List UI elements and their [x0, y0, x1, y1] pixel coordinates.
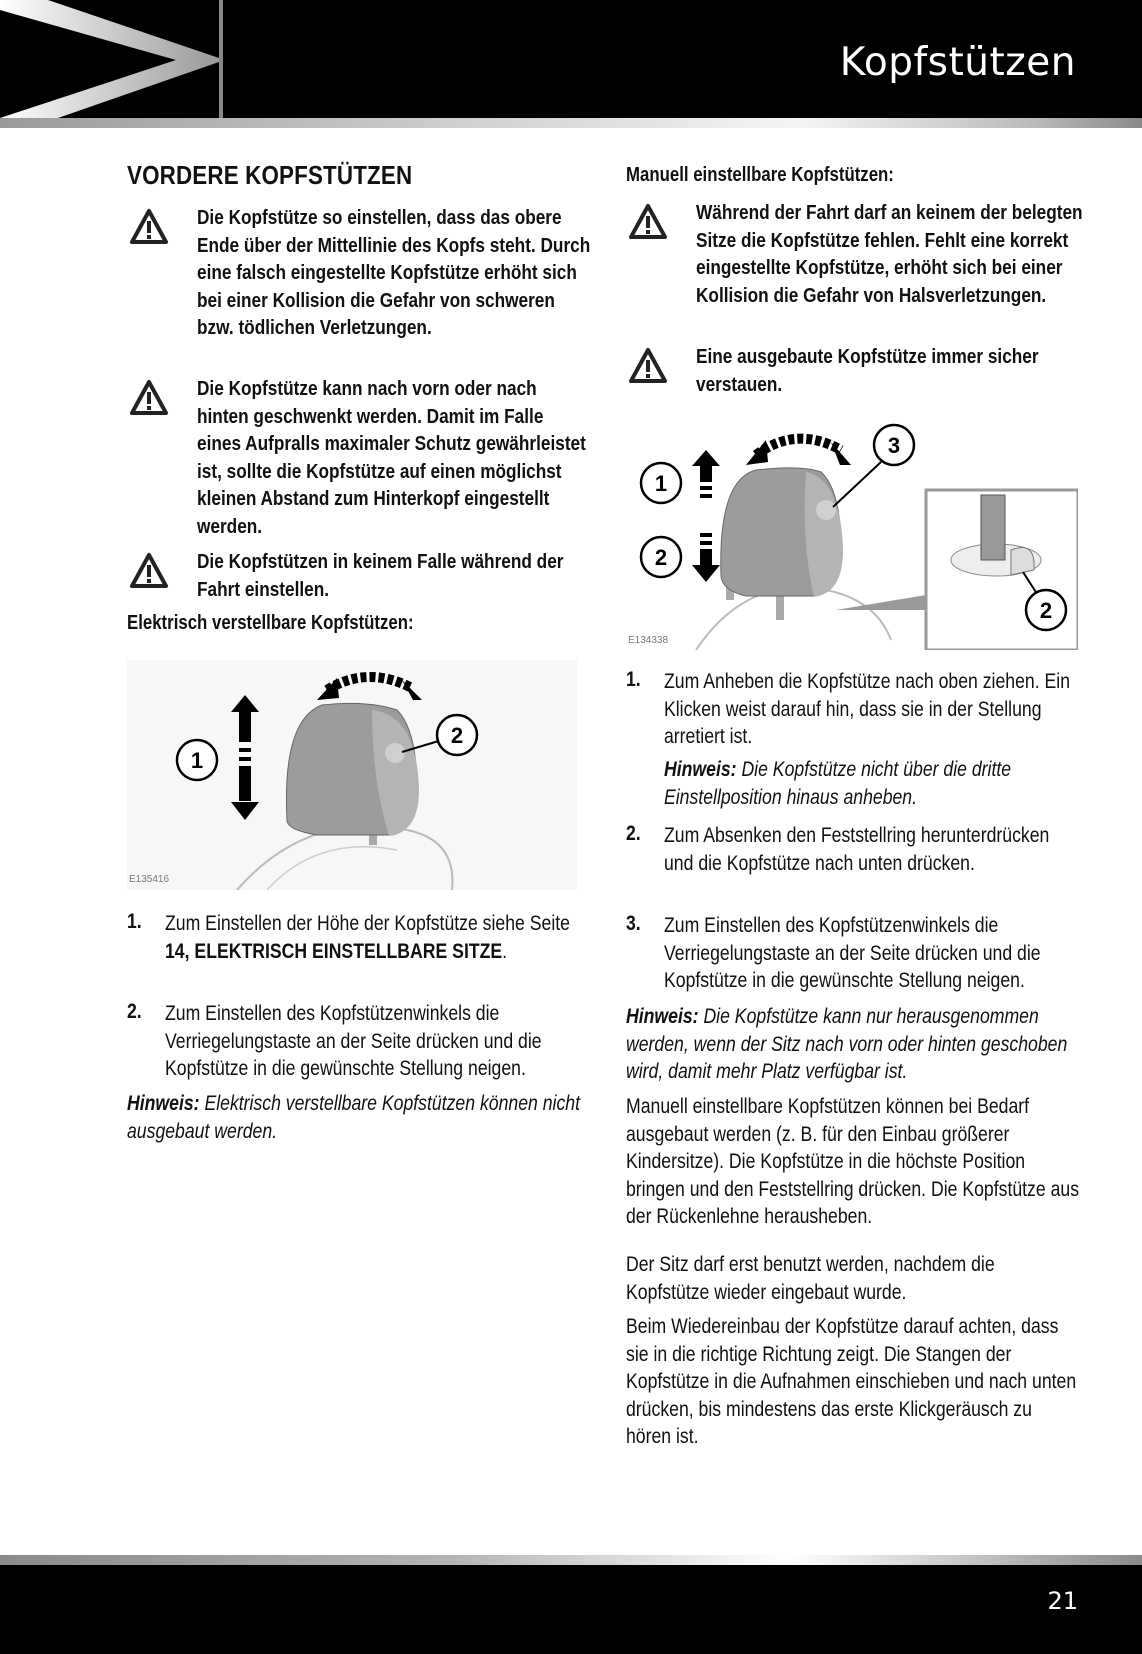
warning-block [626, 343, 1039, 396]
note-label: Hinweis: [127, 1092, 200, 1115]
figure-id: E134338 [628, 635, 669, 646]
page-title: Kopfstützen [839, 40, 1076, 85]
callout-2: 2 [450, 723, 464, 748]
callout-2-inset: 2 [1039, 598, 1053, 623]
paragraph: Manuell einstellbare Kopfstützen können bei Bedarf ausgebaut werden (z. B. für den Einbau größerer Kindersitze). Die Kopfstütze in die höchste Position bringen und den Feststellring drücken. Die Kopfstütze aus der Rückenlehne herausheben. [626, 1095, 1080, 1228]
note-label: Hinweis: [626, 1005, 699, 1028]
callout-1: 1 [654, 471, 668, 496]
figure-id: E135416 [129, 874, 170, 885]
subheading-electric: Elektrisch verstellbare Kopfstützen: [127, 612, 414, 634]
page-footer [0, 1565, 1142, 1654]
subheading-manual: Manuell einstellbare Kopfstützen: [626, 164, 894, 186]
step-number: 3. [626, 912, 641, 935]
paragraph: Der Sitz darf erst benutzt werden, nachdem die Kopfstütze wieder eingebaut wurde. [626, 1253, 995, 1304]
warning-text: Die Kopfstütze so einstellen, dass das obere Ende über der Mittellinie des Kopfs steht. Durch eine falsch eingestellte Kopfstütze erhöht sich bei einer Kollision die Gefahr von schweren bzw. tödlichen Verletzungen. [197, 206, 591, 339]
warning-block [626, 199, 1083, 307]
warning-triangle-icon [624, 203, 672, 241]
step-number: 1. [626, 668, 641, 691]
footer-rule [0, 1555, 1142, 1565]
paragraph: Beim Wiedereinbau der Kopfstütze darauf achten, dass sie in die richtige Richtung zeigt. Die Stangen der Kopfstütze in die Aufnahmen einschieben und nach unten drücken, bis mindestens das erste Klickgeräusch zu hören ist. [626, 1315, 1077, 1448]
page-number: 21 [1047, 1587, 1078, 1615]
page-header [0, 0, 1142, 118]
warning-text: Die Kopfstütze kann nach vorn oder nach hinten geschwenkt werden. Damit im Falle eines Aufpralls maximaler Schutz gewährleistet ist, sollte die Kopfstütze auf einen möglichst kleinen Abstand zum Hinterkopf eingestellt werden. [197, 377, 586, 538]
note: Hinweis: Die Kopfstütze nicht über die dritte Einstellposition hinaus anheben. [664, 758, 1012, 809]
note-label: Hinweis: [664, 758, 737, 781]
header-divider [219, 0, 223, 118]
note: Hinweis: Elektrisch verstellbare Kopfstützen können nicht ausgebaut werden. [127, 1092, 580, 1143]
callout-1: 1 [190, 748, 204, 773]
warning-text: Die Kopfstützen in keinem Falle während der Fahrt einstellen. [197, 550, 564, 601]
headrest-illustration [127, 660, 577, 890]
header-rule [0, 118, 1142, 128]
warning-triangle-icon [125, 552, 173, 590]
warning-text: Eine ausgebaute Kopfstütze immer sicher verstauen. [696, 345, 1039, 396]
step-text: Zum Absenken den Feststellring herunterdrücken und die Kopfstütze nach unten drücken. [664, 824, 1050, 875]
step-number: 2. [626, 822, 641, 845]
warning-text: Während der Fahrt darf an keinem der belegten Sitze die Kopfstütze fehlen. Fehlt eine korrekt eingestellte Kopfstütze, erhöht sich bei einer Kollision die Gefahr von Halsverletzungen. [696, 201, 1083, 307]
section-heading: VORDERE KOPFSTÜTZEN [127, 160, 413, 190]
step-text: Zum Anheben die Kopfstütze nach oben ziehen. Ein Klicken weist darauf hin, dass sie in der Stellung arretiert ist. [664, 670, 1071, 748]
step-number: 2. [127, 1000, 142, 1023]
headrest-figure-manual [626, 410, 1078, 650]
step-text: Zum Einstellen der Höhe der Kopfstütze siehe Seite 14, ELEKTRISCH EINSTELLBARE SITZE. [165, 912, 570, 963]
headrest-figure-electric [127, 660, 577, 890]
warning-triangle-icon [624, 347, 672, 385]
cross-reference-link[interactable]: 14, ELEKTRISCH EINSTELLBARE SITZE [165, 939, 503, 963]
callout-3: 3 [887, 433, 901, 458]
step-number: 1. [127, 910, 142, 933]
warning-triangle-icon [125, 208, 173, 246]
note: Hinweis: Die Kopfstütze kann nur herausgenommen werden, wenn der Sitz nach vorn oder hinten geschoben wird, damit mehr Platz verfügbar ist. [626, 1005, 1068, 1083]
warning-triangle-icon [125, 379, 173, 417]
callout-2: 2 [654, 545, 668, 570]
warning-block [127, 548, 564, 601]
headrest-illustration [626, 410, 1078, 650]
warning-block [127, 375, 586, 538]
step-text: Zum Einstellen des Kopfstützenwinkels die Verriegelungstaste an der Seite drücken und die Kopfstütze in die gewünschte Stellung neigen. [664, 914, 1041, 992]
step-text: Zum Einstellen des Kopfstützenwinkels die Verriegelungstaste an der Seite drücken und die Kopfstütze in die gewünschte Stellung neigen. [165, 1002, 542, 1080]
warning-block [127, 204, 591, 339]
chevron-logo-icon [0, 0, 220, 118]
